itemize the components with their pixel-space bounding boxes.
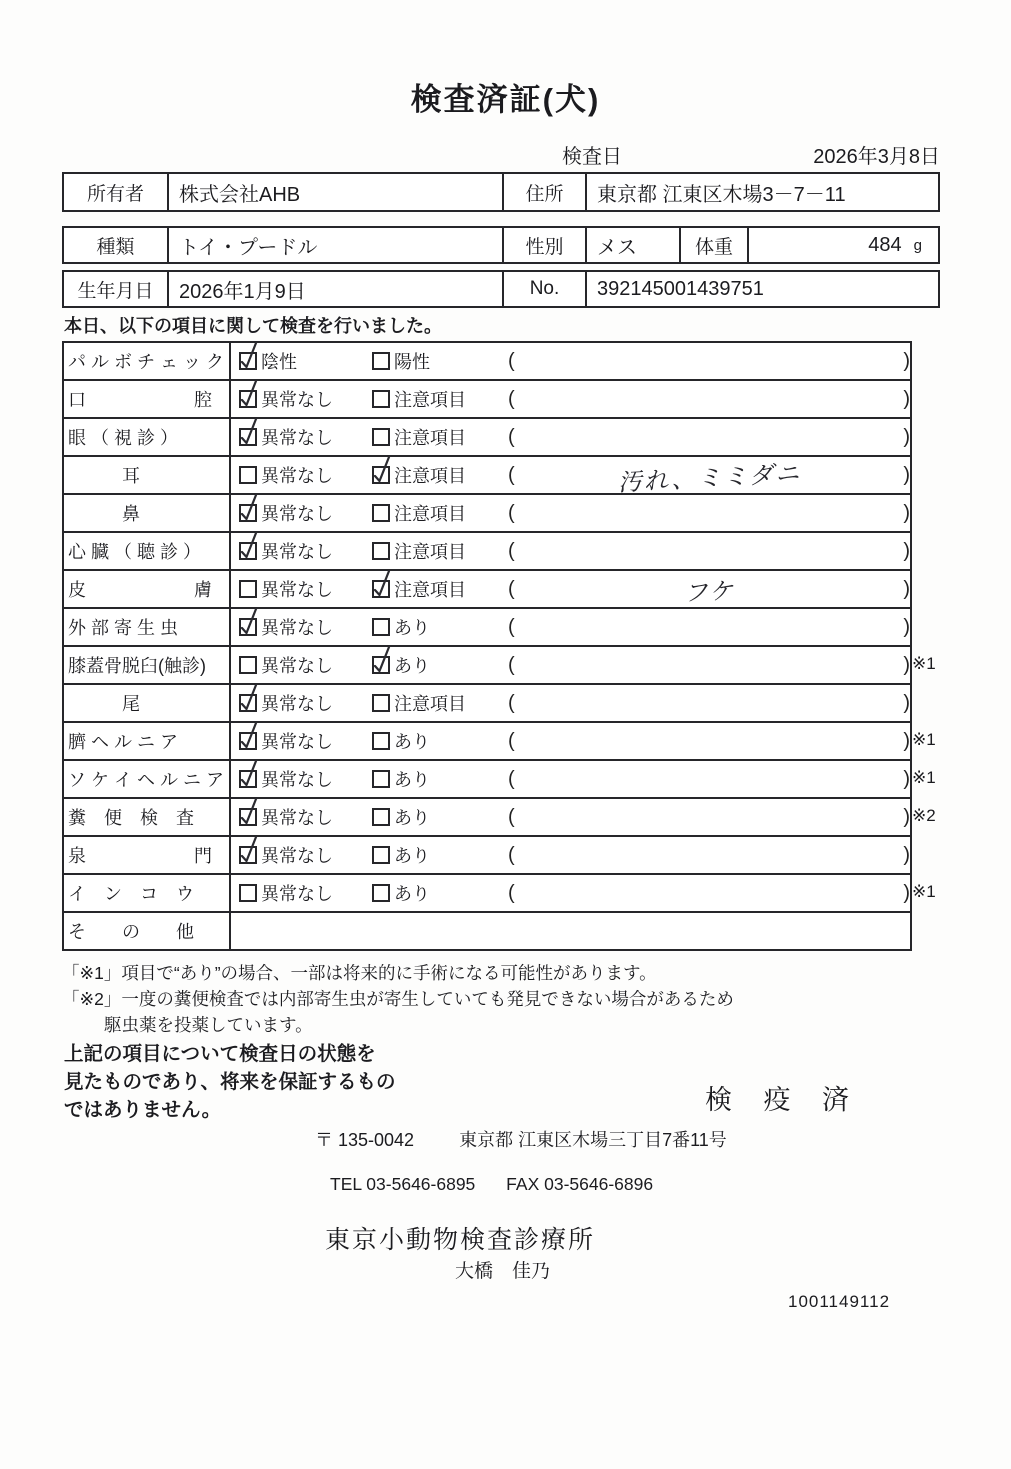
paren-open: ( xyxy=(508,577,515,600)
statement-line-3: ではありません。 xyxy=(64,1099,222,1121)
option-label: 異常なし xyxy=(261,656,333,676)
clinic-address: 東京都 江東区木場三丁目7番11号 xyxy=(459,1130,727,1150)
clinic-fax: FAX 03-5646-6896 xyxy=(506,1174,654,1194)
option-negative xyxy=(239,348,372,374)
option-caution xyxy=(372,576,508,602)
item-label: そ の 他 xyxy=(64,913,231,949)
option-normal xyxy=(239,690,372,716)
breed-info-table xyxy=(62,226,940,264)
item-label: 尾 xyxy=(64,685,231,721)
option-caution xyxy=(372,690,508,716)
table-row-skin xyxy=(64,571,910,609)
option-label: 注意項目 xyxy=(394,694,466,714)
table-row-heart xyxy=(64,533,910,571)
option-normal xyxy=(239,804,372,830)
item-content xyxy=(231,723,910,759)
table-row-ears xyxy=(64,457,910,495)
paren-open: ( xyxy=(508,881,515,904)
footnote-2: 「※2」一度の糞便検査では内部寄生虫が寄生していても発見できない場合があるため xyxy=(62,989,734,1009)
clinic-name: 東京小動物検査診療所 xyxy=(325,1226,596,1254)
option-label: 異常なし xyxy=(261,618,333,638)
sex-value: メス xyxy=(585,228,679,262)
item-label: ソ ケ イ ヘ ル ニ ア xyxy=(64,761,231,797)
item-label: 眼 （ 視 診 ） xyxy=(64,419,231,455)
page-title: 検査済証(犬) xyxy=(410,82,601,117)
option-caution xyxy=(372,424,508,450)
address-label: 住所 xyxy=(502,174,585,210)
option-label: 異常なし xyxy=(261,390,333,410)
paren-close: ) xyxy=(903,577,910,600)
paren-close: ) xyxy=(903,463,910,486)
item-content xyxy=(231,343,910,379)
table-row-tail xyxy=(64,685,910,723)
paren-close: ) xyxy=(903,805,910,828)
option-label: 異常なし xyxy=(261,770,333,790)
checkbox-icon xyxy=(239,504,257,522)
handwritten-note xyxy=(515,655,903,675)
paren-open: ( xyxy=(508,653,515,676)
checkbox-icon xyxy=(239,846,257,864)
item-label: 口 腔 xyxy=(64,381,231,417)
item-label: 心 臓 （ 聴 診 ） xyxy=(64,533,231,569)
option-caution xyxy=(372,500,508,526)
check-mark-icon xyxy=(371,643,393,677)
handwritten-note xyxy=(515,541,903,561)
option-label: 注意項目 xyxy=(394,466,466,486)
paren-close: ) xyxy=(903,729,910,752)
weight-unit: g xyxy=(913,236,922,254)
footnotes xyxy=(62,960,982,1038)
document-number: 1001149112 xyxy=(788,1292,891,1311)
check-mark-icon xyxy=(238,681,260,715)
check-mark-icon xyxy=(238,415,260,449)
paren-close: ) xyxy=(903,501,910,524)
exam-date-row xyxy=(62,140,940,169)
option-caution xyxy=(372,462,508,488)
checkbox-icon xyxy=(372,542,390,560)
intro-sentence: 本日、以下の項目に関して検査を行いました。 xyxy=(64,316,442,336)
birthdate-label: 生年月日 xyxy=(77,280,154,302)
sex-label: 性別 xyxy=(502,228,585,262)
option-normal xyxy=(239,538,372,564)
checkbox-icon xyxy=(372,884,390,902)
checkbox-icon xyxy=(239,770,257,788)
table-row-fontanelle xyxy=(64,837,910,875)
check-mark-icon xyxy=(238,719,260,753)
paren-close: ) xyxy=(903,425,910,448)
checkbox-icon xyxy=(372,808,390,826)
exam-date-label: 検査日 xyxy=(562,146,622,168)
paren-close: ) xyxy=(903,539,910,562)
option-normal xyxy=(239,576,372,602)
paren-open: ( xyxy=(508,729,515,752)
clinic-tel: TEL 03-5646-6895 xyxy=(330,1174,476,1194)
handwritten-note xyxy=(515,389,903,409)
handwritten-note xyxy=(515,617,903,637)
option-positive xyxy=(372,348,508,374)
item-content xyxy=(231,495,910,531)
owner-info-table xyxy=(62,172,940,212)
paren-open: ( xyxy=(508,843,515,866)
handwritten-note xyxy=(515,731,903,751)
table-row-patella xyxy=(64,647,936,685)
checkbox-icon xyxy=(372,770,390,788)
item-label: 泉 門 xyxy=(64,837,231,873)
check-mark-icon xyxy=(371,567,393,601)
no-value: 392145001439751 xyxy=(585,272,938,306)
paren-open: ( xyxy=(508,425,515,448)
item-content xyxy=(231,533,910,569)
paren-close: ) xyxy=(903,387,910,410)
item-label: パ ル ボ チ ェ ッ ク xyxy=(64,343,231,379)
table-row-umbilical-hernia xyxy=(64,723,936,761)
handwritten-note xyxy=(515,503,903,523)
checkbox-icon xyxy=(372,428,390,446)
check-mark-icon xyxy=(238,339,260,373)
option-label: 注意項目 xyxy=(394,390,466,410)
paren-close: ) xyxy=(903,615,910,638)
statement-line-2: 見たものであり、将来を保証するもの xyxy=(64,1071,396,1093)
clinic-postal-code: 〒 135-0042 xyxy=(315,1130,415,1150)
checkbox-icon xyxy=(239,542,257,560)
check-mark-icon xyxy=(371,453,393,487)
option-caution xyxy=(372,386,508,412)
footnote-mark: ※1 xyxy=(912,768,936,787)
paren-close: ) xyxy=(903,767,910,790)
veterinarian-name: 大橋 佳乃 xyxy=(455,1261,551,1282)
breed-label: 種類 xyxy=(96,236,135,258)
checkbox-icon xyxy=(372,390,390,408)
option-caution xyxy=(372,538,508,564)
paren-close: ) xyxy=(903,843,910,866)
handwritten-note xyxy=(515,883,903,903)
checkbox-icon xyxy=(372,466,390,484)
paren-open: ( xyxy=(508,463,515,486)
option-normal xyxy=(239,880,372,906)
owner-value: 株式会社AHB xyxy=(167,174,502,210)
footnote-2-continued: 駆虫薬を投薬しています。 xyxy=(104,1015,313,1035)
checkbox-icon xyxy=(239,884,257,902)
no-label: No. xyxy=(502,272,585,306)
checkbox-icon xyxy=(239,808,257,826)
option-normal xyxy=(239,424,372,450)
item-content xyxy=(231,761,910,797)
table-row-parvo xyxy=(64,343,910,381)
breed-value: トイ・プードル xyxy=(167,228,502,262)
checkbox-icon xyxy=(239,618,257,636)
item-label: 臍 ヘ ル ニ ア xyxy=(64,723,231,759)
checkbox-icon xyxy=(372,732,390,750)
option-label: 陰性 xyxy=(261,352,297,372)
item-label: 皮 膚 xyxy=(64,571,231,607)
checkbox-icon xyxy=(372,656,390,674)
option-present xyxy=(372,766,508,792)
option-label: あり xyxy=(394,618,430,638)
option-label: 注意項目 xyxy=(394,580,466,600)
option-label: あり xyxy=(394,732,430,752)
table-row-inkou xyxy=(64,875,936,913)
item-label: イ ン コ ウ xyxy=(64,875,231,911)
check-mark-icon xyxy=(238,795,260,829)
option-label: あり xyxy=(394,808,430,828)
checkbox-icon xyxy=(372,694,390,712)
item-content xyxy=(231,799,910,835)
table-row-other xyxy=(64,913,910,949)
footnote-1: 「※1」項目で“あり”の場合、一部は将来的に手術になる可能性があります。 xyxy=(62,963,657,983)
item-content xyxy=(231,837,910,873)
owner-label: 所有者 xyxy=(86,183,144,205)
table-row-fecal-exam xyxy=(64,799,936,837)
paren-open: ( xyxy=(508,615,515,638)
option-normal xyxy=(239,652,372,678)
item-content xyxy=(231,913,910,949)
paren-open: ( xyxy=(508,767,515,790)
handwritten-note xyxy=(515,807,903,827)
checkbox-icon xyxy=(239,656,257,674)
quarantine-stamp: 検 疫 済 xyxy=(705,1085,862,1115)
item-content xyxy=(231,875,910,911)
checkbox-icon xyxy=(372,618,390,636)
checkbox-icon xyxy=(239,694,257,712)
footnote-mark: ※1 xyxy=(912,882,936,901)
paren-open: ( xyxy=(508,691,515,714)
option-present xyxy=(372,652,508,678)
table-row-inguinal-hernia xyxy=(64,761,936,799)
inspection-table xyxy=(62,341,936,951)
item-label: 糞 便 検 査 xyxy=(64,799,231,835)
checkbox-icon xyxy=(372,352,390,370)
handwritten-note xyxy=(515,693,903,713)
handwritten-note: 汚れ、ミミダニ xyxy=(616,459,802,497)
check-mark-icon xyxy=(238,491,260,525)
weight-value-cell xyxy=(747,228,938,262)
item-label: 鼻 xyxy=(64,495,231,531)
statement-line-1: 上記の項目について検査日の状態を xyxy=(64,1043,376,1065)
paren-open: ( xyxy=(508,349,515,372)
option-label: 異常なし xyxy=(261,808,333,828)
option-label: 異常なし xyxy=(261,732,333,752)
checkbox-icon xyxy=(372,846,390,864)
item-content xyxy=(231,685,910,721)
footnote-mark: ※2 xyxy=(912,806,936,825)
weight-label: 体重 xyxy=(679,228,747,262)
clinic-address-line xyxy=(315,1126,727,1152)
paren-open: ( xyxy=(508,501,515,524)
checkbox-icon xyxy=(239,580,257,598)
option-label: 異常なし xyxy=(261,580,333,600)
option-label: 異常なし xyxy=(261,542,333,562)
checkbox-icon xyxy=(239,732,257,750)
check-mark-icon xyxy=(238,529,260,563)
handwritten-note xyxy=(515,769,903,789)
option-normal xyxy=(239,386,372,412)
option-label: あり xyxy=(394,770,430,790)
check-mark-icon xyxy=(238,757,260,791)
option-present xyxy=(372,880,508,906)
paren-close: ) xyxy=(903,349,910,372)
option-normal xyxy=(239,462,372,488)
option-present xyxy=(372,614,508,640)
checkbox-icon xyxy=(239,390,257,408)
item-label: 耳 xyxy=(64,457,231,493)
item-content xyxy=(231,571,910,607)
handwritten-note: フケ xyxy=(682,577,736,607)
table-row-mouth xyxy=(64,381,910,419)
option-normal xyxy=(239,728,372,754)
checkbox-icon xyxy=(372,504,390,522)
item-content xyxy=(231,647,910,683)
handwritten-note xyxy=(515,427,903,447)
option-label: あり xyxy=(394,846,430,866)
option-label: 注意項目 xyxy=(394,428,466,448)
option-label: 注意項目 xyxy=(394,504,466,524)
option-label: 異常なし xyxy=(261,504,333,524)
paren-open: ( xyxy=(508,539,515,562)
option-label: 陽性 xyxy=(394,352,430,372)
option-normal xyxy=(239,766,372,792)
item-label: 膝蓋骨脱臼(触診) xyxy=(64,647,231,683)
item-content xyxy=(231,381,910,417)
option-normal xyxy=(239,500,372,526)
option-label: 注意項目 xyxy=(394,542,466,562)
item-content xyxy=(231,609,910,645)
option-label: 異常なし xyxy=(261,428,333,448)
handwritten-note xyxy=(515,845,903,865)
table-row-eyes xyxy=(64,419,910,457)
weight-value: 484 xyxy=(868,233,902,256)
birth-info-table xyxy=(62,270,940,308)
table-row-nose xyxy=(64,495,910,533)
paren-close: ) xyxy=(903,653,910,676)
paren-open: ( xyxy=(508,805,515,828)
checkbox-icon xyxy=(239,466,257,484)
clinic-tel-line xyxy=(330,1174,653,1195)
option-label: 異常なし xyxy=(261,846,333,866)
option-label: 異常なし xyxy=(261,694,333,714)
handwritten-note xyxy=(515,351,903,371)
exam-date-value: 2026年3月8日 xyxy=(813,146,940,168)
item-content xyxy=(231,419,910,455)
disclaimer-statement xyxy=(64,1040,396,1124)
check-mark-icon xyxy=(238,833,260,867)
birthdate-value: 2026年1月9日 xyxy=(167,272,502,306)
table-row-external-parasites xyxy=(64,609,910,647)
option-present xyxy=(372,804,508,830)
check-mark-icon xyxy=(238,605,260,639)
paren-open: ( xyxy=(508,387,515,410)
option-present xyxy=(372,842,508,868)
option-label: 異常なし xyxy=(261,466,333,486)
checkbox-icon xyxy=(239,352,257,370)
paren-close: ) xyxy=(903,881,910,904)
check-mark-icon xyxy=(238,377,260,411)
option-label: 異常なし xyxy=(261,884,333,904)
option-normal xyxy=(239,842,372,868)
paren-close: ) xyxy=(903,691,910,714)
checkbox-icon xyxy=(372,580,390,598)
checkbox-icon xyxy=(239,428,257,446)
item-label: 外 部 寄 生 虫 xyxy=(64,609,231,645)
option-label: あり xyxy=(394,656,430,676)
option-normal xyxy=(239,614,372,640)
option-label: あり xyxy=(394,884,430,904)
footnote-mark: ※1 xyxy=(912,730,936,749)
option-present xyxy=(372,728,508,754)
address-value: 東京都 江東区木場3－7－11 xyxy=(585,174,938,210)
item-content xyxy=(231,457,910,497)
footnote-mark: ※1 xyxy=(912,654,936,673)
